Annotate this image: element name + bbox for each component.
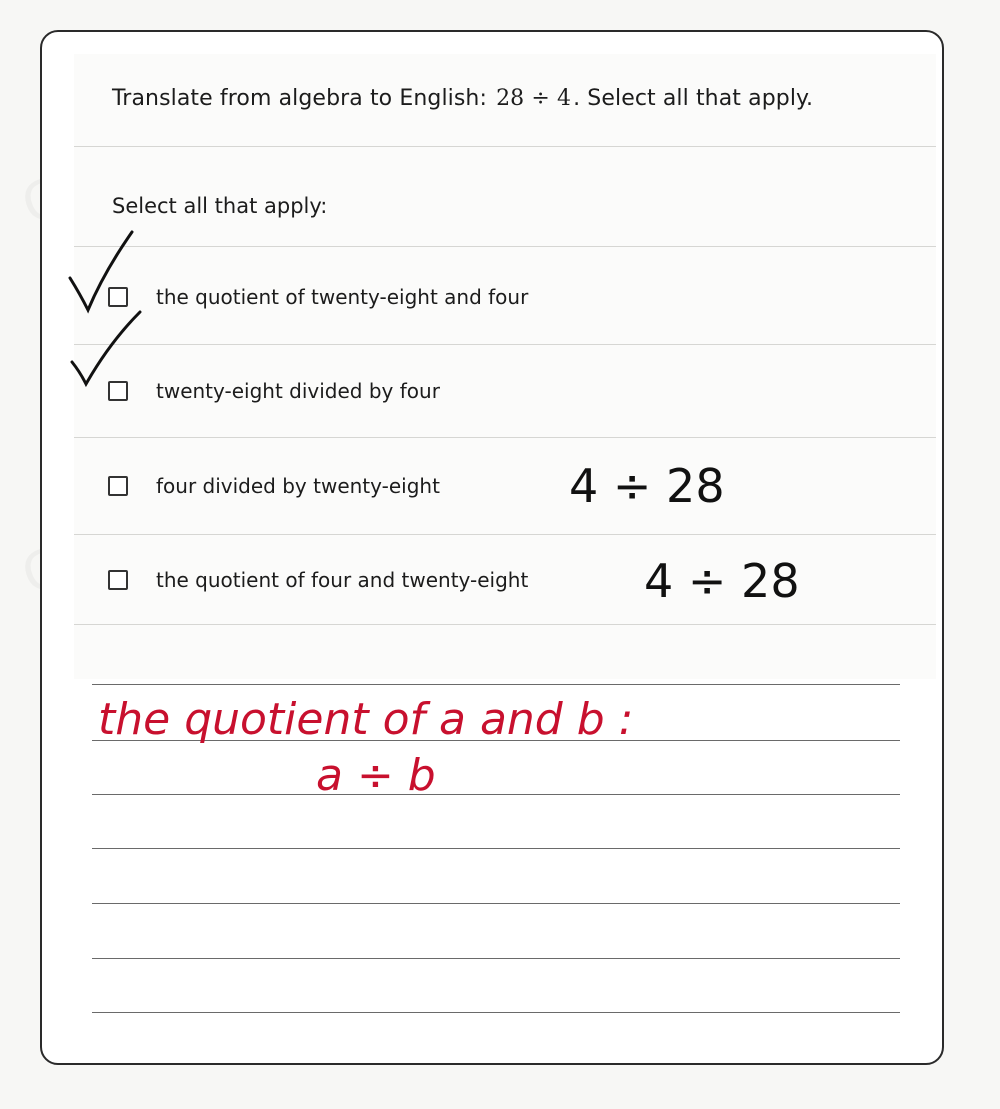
note-line (92, 848, 900, 849)
handwritten-note: the quotient of a and b : (98, 694, 634, 745)
option-3[interactable] (108, 474, 440, 498)
worksheet-card (40, 30, 944, 1065)
question-suffix: . Select all that apply. (573, 86, 814, 111)
option-label: twenty-eight divided by four (156, 379, 440, 403)
question-expression: 28 ÷ 4 (496, 86, 572, 111)
note-line (92, 1012, 900, 1013)
note-line (92, 794, 900, 795)
handwritten-annotation: 4 ÷ 28 (569, 459, 725, 513)
handwritten-annotation: 4 ÷ 28 (644, 554, 800, 608)
check-marks (42, 32, 944, 432)
option-label: the quotient of four and twenty-eight (156, 568, 529, 592)
divider (74, 624, 936, 625)
question-prefix: Translate from algebra to English: (112, 86, 487, 111)
check-mark-icon (72, 312, 140, 384)
checkbox[interactable] (108, 570, 128, 590)
check-mark-icon (70, 232, 132, 310)
note-line (92, 684, 900, 685)
checkbox[interactable] (108, 476, 128, 496)
handwritten-note: a ÷ b (316, 750, 436, 801)
option-4[interactable] (108, 568, 528, 592)
note-line (92, 903, 900, 904)
option-label: four divided by twenty-eight (156, 474, 440, 498)
note-line (92, 958, 900, 959)
divider (74, 437, 936, 438)
divider (74, 534, 936, 535)
select-prompt: Select all that apply: (112, 194, 328, 218)
option-label: the quotient of twenty-eight and four (156, 285, 529, 309)
